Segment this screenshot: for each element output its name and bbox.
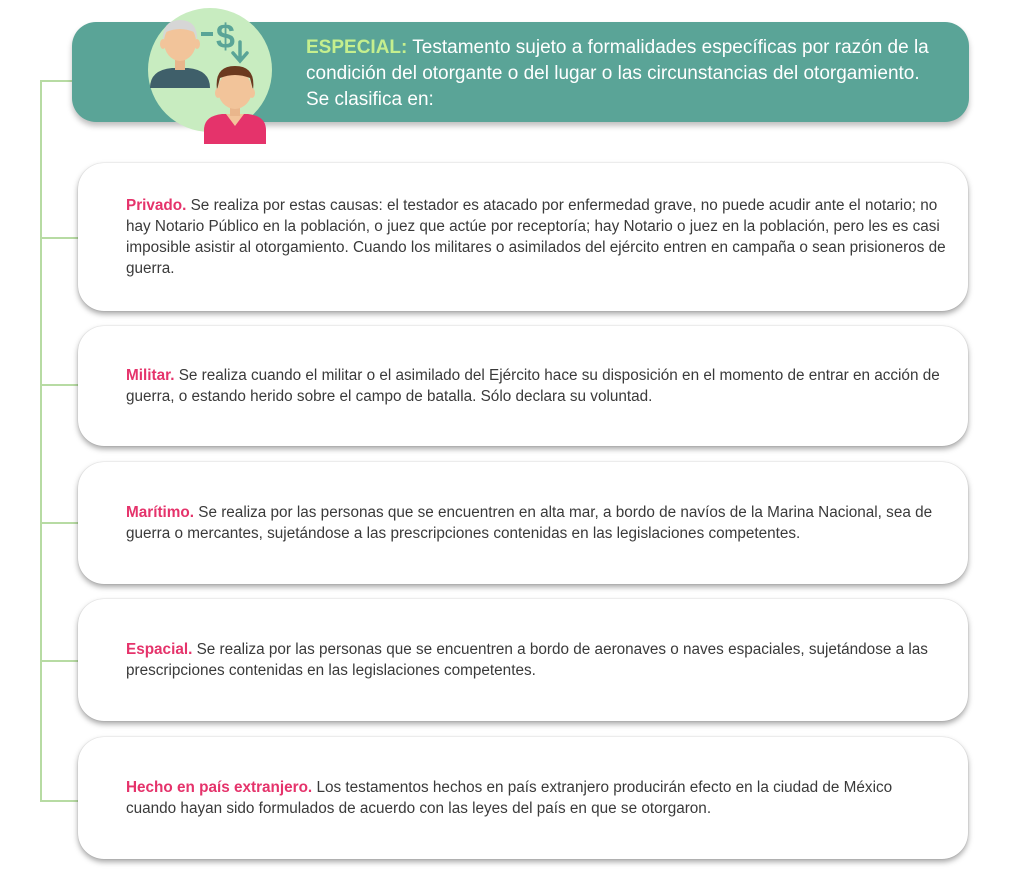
item-description: Se realiza por las personas que se encuentren en alta mar, a bordo de navíos de la Marina Nacional, sea de guerra o mercantes, sujetándose a las prescripciones contenidas en las legislaciones competentes. [126, 504, 933, 542]
item-card-extranjero [78, 737, 968, 859]
tree-connector-branch-espacial [40, 660, 78, 662]
tree-connector-branch-maritimo [40, 522, 78, 524]
header-text [306, 35, 946, 113]
item-card-militar [78, 326, 968, 446]
item-term: Espacial. [126, 641, 193, 658]
tree-connector-branch-privado [40, 237, 78, 239]
item-card-espacial [78, 599, 968, 721]
inheritance-icon [140, 8, 280, 148]
item-text [126, 777, 946, 819]
header-description: Testamento sujeto a formalidades específicas por razón de la condición del otorgante o del lugar o las circunstancias del otorgamiento. Se clasifica en: [306, 37, 929, 110]
item-text [126, 365, 946, 407]
item-term: Privado. [126, 197, 187, 214]
item-text [126, 639, 946, 681]
header-term: ESPECIAL: [306, 37, 408, 58]
item-description: Se realiza por las personas que se encuentren a bordo de aeronaves o naves espaciales, sujetándose a las prescripciones contenidas en las legislaciones competentes. [126, 641, 928, 679]
tree-connector-trunk [40, 80, 42, 802]
item-card-privado [78, 163, 968, 311]
dollar-symbol: $ [216, 18, 235, 56]
item-card-maritimo [78, 462, 968, 584]
item-text [126, 502, 946, 544]
tree-connector-branch-extranjero [40, 800, 78, 802]
tree-connector-branch-militar [40, 384, 78, 386]
item-description: Los testamentos hechos en país extranjero producirán efecto en la ciudad de México cuando hayan sido formulados de acuerdo con las leyes del país en que se otorgaron. [126, 779, 893, 817]
item-term: Hecho en país extranjero. [126, 779, 313, 796]
item-text [126, 195, 946, 279]
item-description: Se realiza cuando el militar o el asimilado del Ejército hace su disposición en el momento de entrar en acción de guerra, o estando herido sobre el campo de batalla. Sólo declara su voluntad. [126, 367, 940, 405]
item-description: Se realiza por estas causas: el testador es atacado por enfermedad grave, no puede acudir ante el notario; no hay Notario Público en la población, o juez que actúe por receptoría; hay Notario o juez en la población, pero les es casi imposible asistir al otorgamiento. Cuando los militares o asimilados del ejército entren en campaña o sean prisioneros de guerra. [126, 197, 946, 277]
item-term: Militar. [126, 367, 175, 384]
item-term: Marítimo. [126, 504, 194, 521]
